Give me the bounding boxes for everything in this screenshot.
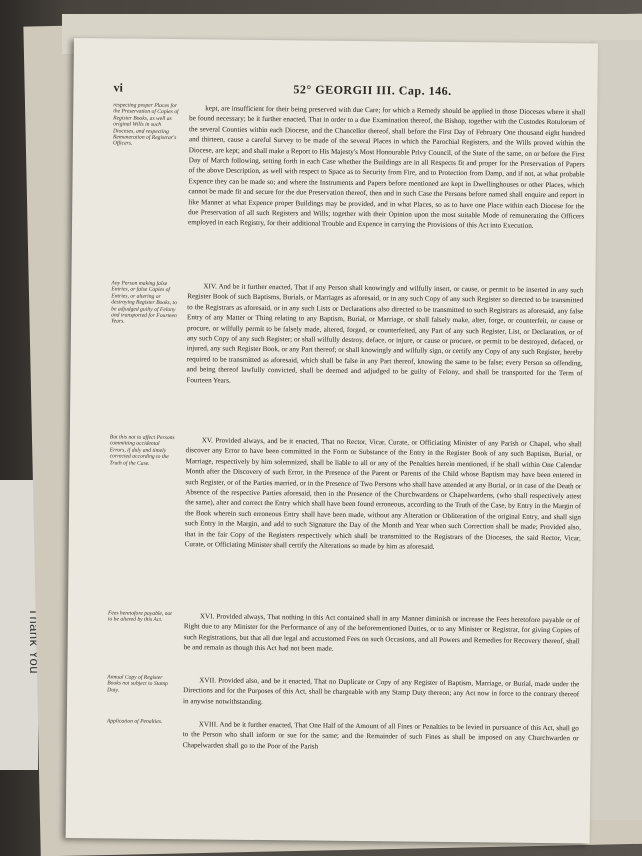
margin-note: Application of Penalties. [106, 718, 163, 725]
margin-note: But this not to affect Persons committing accidental Errors, if duly and timely corrected according to the Truth of the Case. [109, 434, 175, 467]
margin-note: Fees heretofore payable, not to be altered by this Act. [107, 610, 172, 624]
section-xv [109, 434, 584, 551]
section-text: XVIII. And be it further enacted, That One Half of the Amount of all Fines or Penalties to be levied in pursuance of this Act, shall go to the Person who shall inform or sue for the same; and the Remainder of such Fines as shall be imposed on any Churchwarden or Chapelwarden shall go to the Poor of the Parish [182, 720, 579, 751]
page-header [113, 80, 577, 101]
page-number: vi [113, 80, 123, 95]
section-survey [112, 102, 587, 231]
margin-note: Any Person making false Entries, or false Copies of Entries, or altering or destroying Register Books, to be adjudged guilty of Felony and transported for Fourteen Years. [110, 280, 177, 325]
page-title: 52° GEORGII III. Cap. 146. [293, 82, 452, 98]
margin-note: respecting proper Places for the Preservation of Copies of Register Books, as well as original Wills in such Dioceses, and respecting Remuneration of Registrar's Officers. [112, 102, 179, 148]
section-xiv [110, 280, 585, 385]
section-text: XV. Provided always, and be it enacted, That no Rector, Vicar, Curate, or Officiating Minister of any Parish or Chapel, who shall discover any Error to have been committed in the Form or Substance of the Entry in the Register Book of any such Baptism, Burial, or Marriage, respectively by him solemnized, shall be liable to all or any of the Penalties herein mentioned, if he shall within One Calendar Month after the Discovery of such Error, in the Presence of the Parent or Parents of the Child whose Baptism may have been entered in such Register, or of the Parties married, or in the Presence of Two Persons who shall have attended at any Burial, or in case of the Death or Absence of the respective Parties aforesaid, then in the Presence of the Churchwardens or Chapelwardens, (who shall respectively attest the same), alter and correct the Entry which shall have been found erroneous, according to the Truth of the Case, by Entry in the Margin of the Book wherein such erroneous Entry shall have been made, without any Alteration or Obliteration of the original Entry, and shall sign such Entry in the Margin, and add to such Signature the Day of the Month and Year when such Correction shall be made; Provided also, that in the fair Copy of the Registers respectively which shall be transmitted to the Registrars of the Dioceses, the said Rector, Vicar, Curate, or Officiating Minister shall certify the Alterations so made by him as aforesaid. [184, 436, 582, 551]
section-xvi [107, 610, 582, 653]
margin-note: Annual Copy of Register Books not subject to Stamp Duty. [107, 674, 168, 694]
section-text: kept, are insufficient for their being preserved with due Care; for which a Remedy should be applied in those Dioceses where it shall be found necessary; be it further enacted, That in order to a due Examination thereof, the Bishop, together with the Custodes Rotulorum of the several Counties within each Diocese, and the Chancellor thereof, shall before the First Day of February One thousand eight hundred and thirteen, cause a careful Survey to be made of the several Places in which the Parochial Registers, and the Wills proved within the Diocese, are kept; and shall make a Report to His Majesty's Most Honourable Privy Council, of the State of the same, on or before the First Day of March following, setting forth in each Case whether the Buildings are in all Respects fit and proper for the Preservation of Papers of the above Description, as well with respect to Space as to Security from Fire, and to Protection from Damp, and if not, at what probable Expence they can be made so; and where the Instruments and Papers before mentioned are kept in Dwellinghouses or other Places, which cannot be made fit and secure for the due Preservation thereof, then and in such Case the Persons before named shall enquire and report in like Manner at what Expence proper Buildings may be provided, and in what Places, so as to have one Place within each Diocese for the due Preservation of all such Registers and Wills; together with their Opinion upon the most suitable Mode of remunerating the Officers employed in each Registry, for their additional Trouble and Expence in carrying the Provisions of this Act into Execution. [188, 104, 586, 231]
section-text: XVII. Provided also, and be it enacted, That no Duplicate or Copy of any Register of Baptism, Marriage, or Burial, made under the Directions and for the Purposes of this Act, shall be chargeable with any Stamp Duty thereon; any Act now in force to the contrary thereof in anywise notwithstanding. [183, 676, 580, 706]
section-xvii [107, 674, 581, 706]
section-xviii [106, 718, 581, 751]
document-page [66, 38, 598, 843]
right-sheet-edge [590, 40, 642, 820]
section-text: XIV. And be it further enacted, That if any Person shall knowingly and wilfully insert, or cause, or permit to be inserted in any such Register Book of such Baptisms, Burials, or Marriages as aforesaid, or in any such Copy of any such Register so directed to be transmitted to the Registrars as aforesaid, or in any such Lists or Declarations also directed to be transmitted to such Registrars as aforesaid, any false Entry of any Matter or Thing relating to any Baptism, Burial, or Marriage, or shall falsely make, alter, forge, or counterfeit, or cause or procure, or wilfully permit to be falsely made, altered, forged, or counterfeited, any Part of any such Register, List, or Declaration, or of any such Copy of any such Register; or shall wilfully destroy, deface, or injure, or cause or procure, or permit to be destroyed, defaced, or injured, any such Register Book, or any Part thereof; or shall knowingly and wilfully sign, or certify any Copy of any such Register, hereby required to be transmitted as aforesaid, which shall be false in any Part thereof, knowing the same to be false; every Person so offending, and being thereof lawfully convicted, shall be deemed and adjudged to be guilty of Felony, and shall be transported for the Term of Fourteen Years. [186, 282, 584, 385]
thank-you-label: Thank You [27, 608, 42, 674]
section-text: XVI. Provided always, That nothing in this Act contained shall in any Manner diminish or increase the Fees heretofore payable or of Right due to any Minister for the Performance of any of the beforementioned Duties, or to any Minister or Registrar, for giving Copies of such Registrations, but that all due legal and accustomed Fees on such Occasions, and all Powers and Remedies for Recovery thereof, shall be and remain as though this Act had not been made. [183, 612, 580, 653]
